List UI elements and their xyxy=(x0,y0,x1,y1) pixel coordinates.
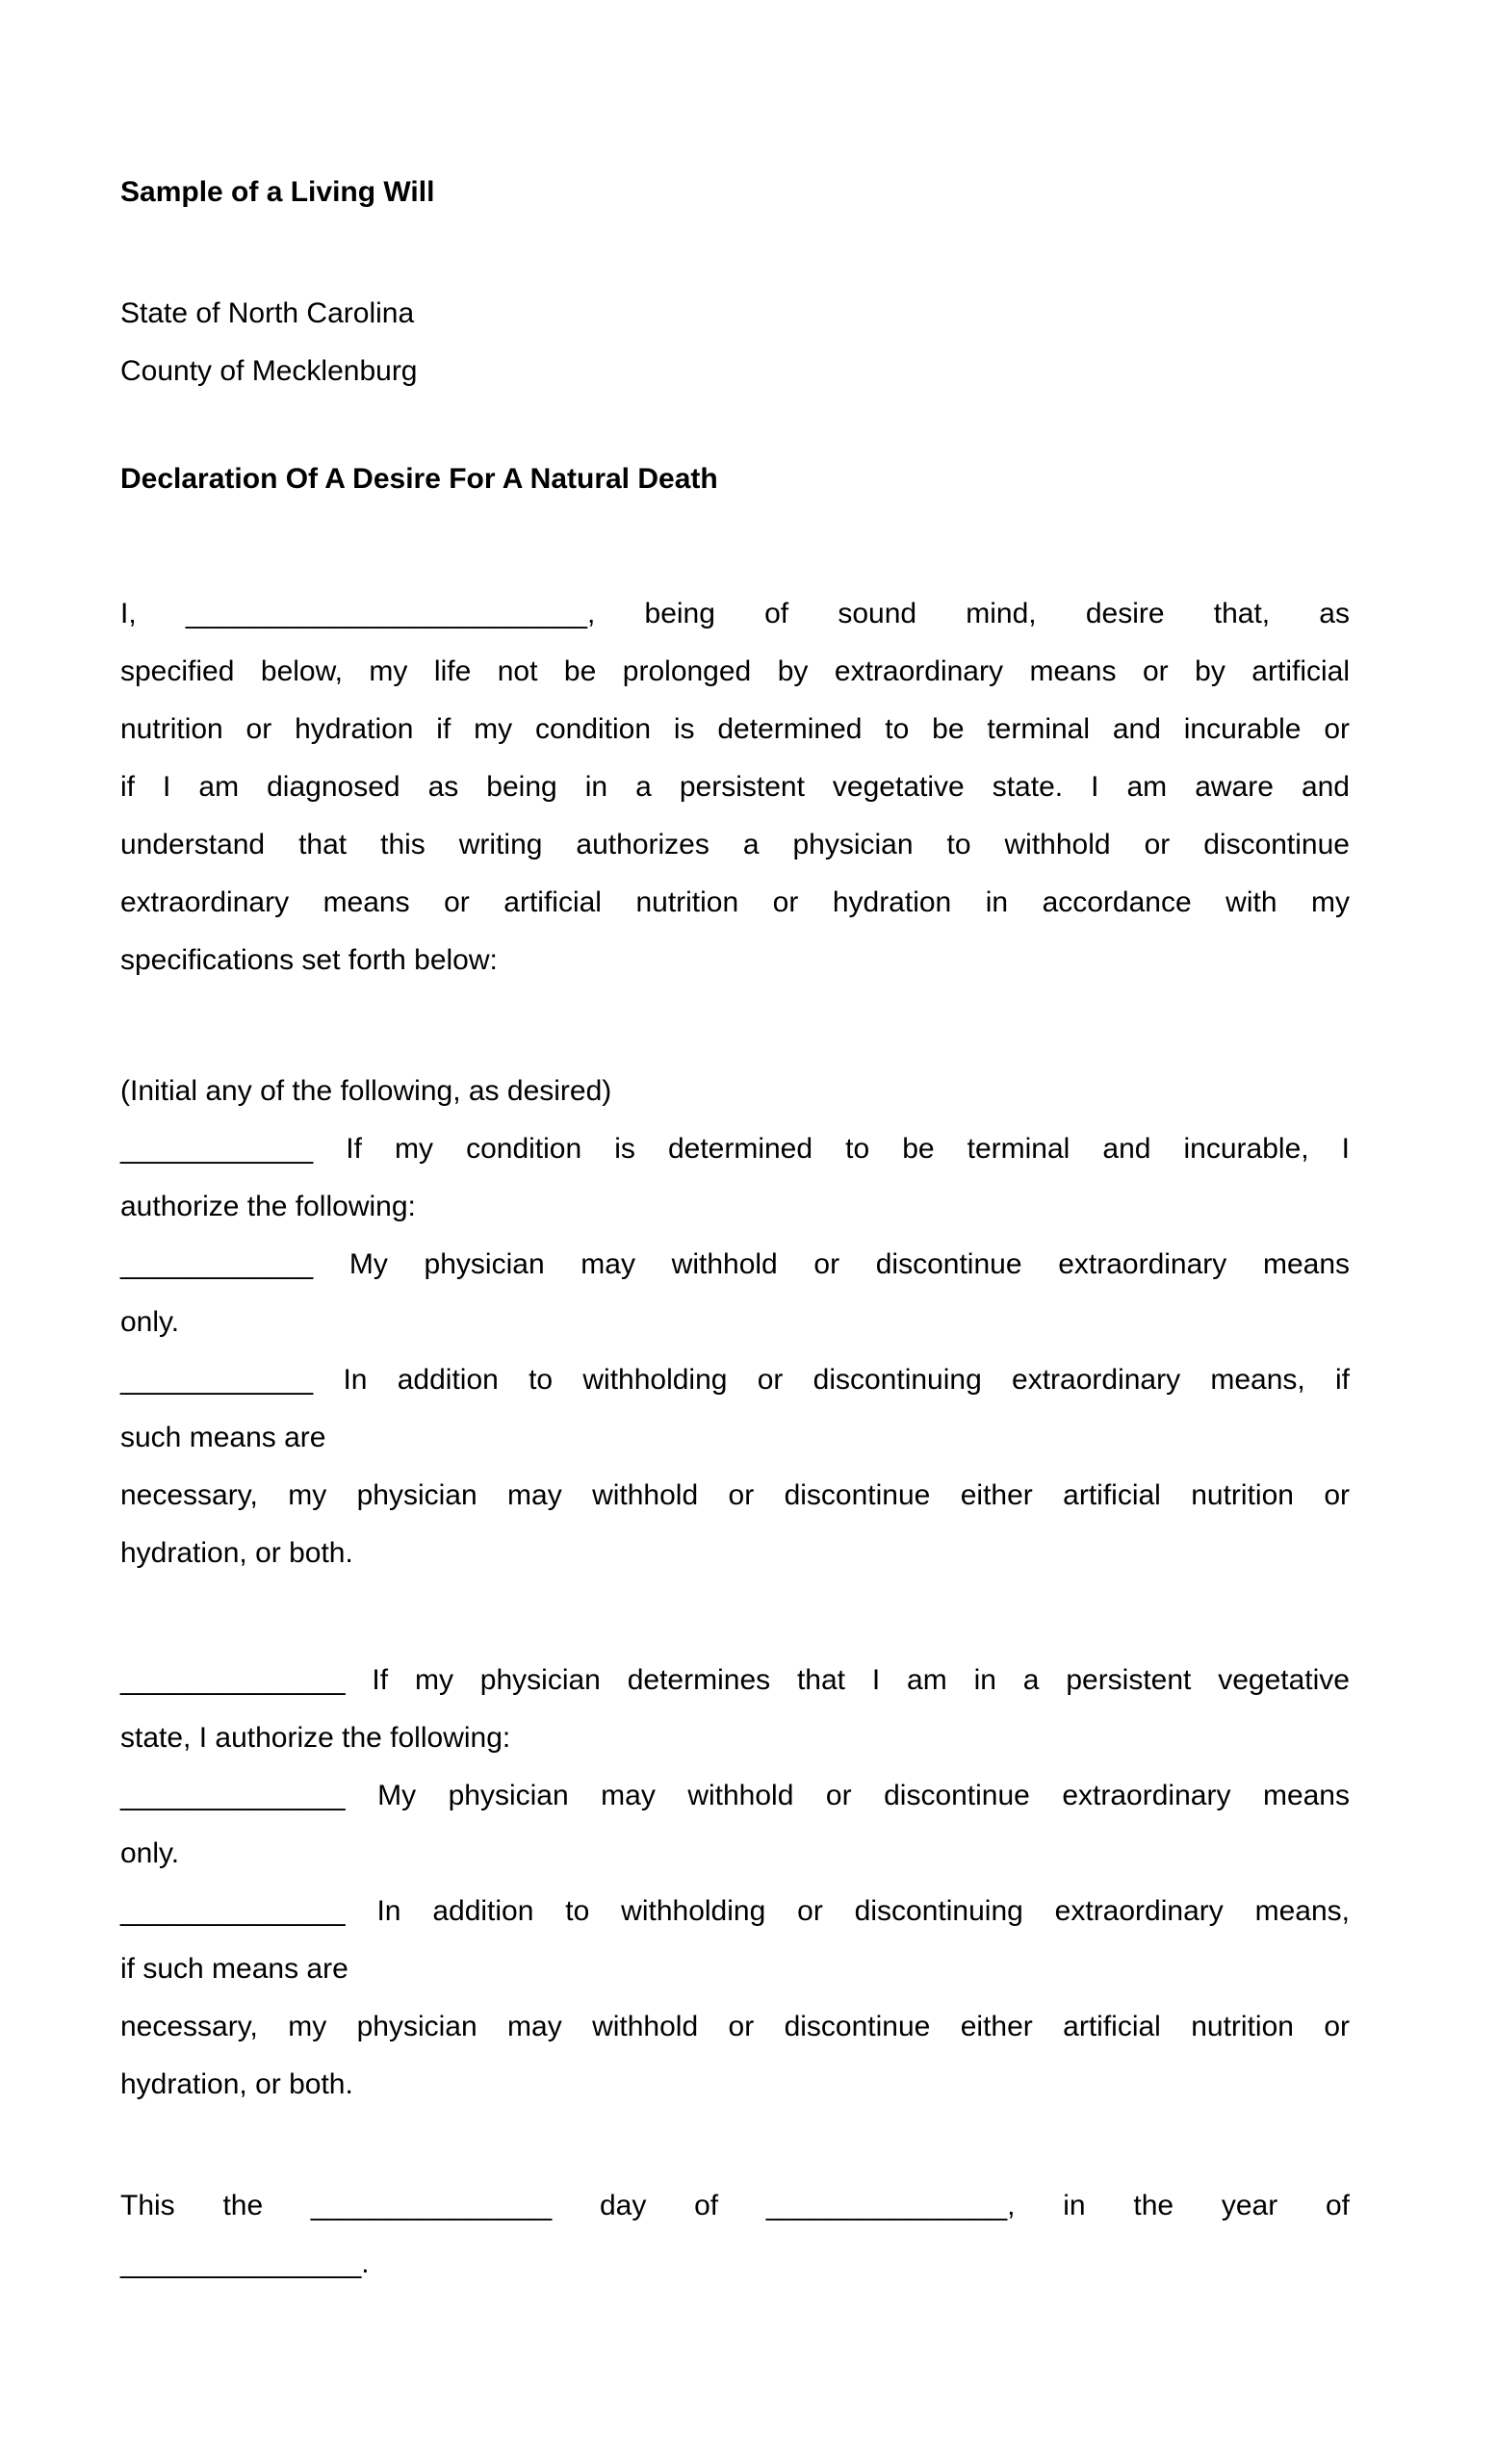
document-line: state, I authorize the following: xyxy=(120,1722,511,1754)
declaration-heading-block xyxy=(120,450,1350,508)
document-line: ______________ My physician may withhold or discontinue extraordinary means xyxy=(120,1780,1350,1811)
document-line: extraordinary means or artificial nutrition or hydration in accordance with my xyxy=(120,886,1350,918)
document-line: understand that this writing authorizes a physician to withhold or discontinue xyxy=(120,829,1350,860)
document-line: if such means are xyxy=(120,1953,348,1985)
terminal-condition-section xyxy=(120,1063,1350,1582)
county-line: County of Mecklenburg xyxy=(120,355,418,387)
date-block xyxy=(120,2177,1350,2293)
intro-paragraph xyxy=(120,585,1350,989)
document-line: hydration, or both. xyxy=(120,2068,353,2100)
title-block xyxy=(120,164,1350,221)
document-line: authorize the following: xyxy=(120,1191,416,1222)
document-line: necessary, my physician may withhold or discontinue either artificial nutrition or xyxy=(120,2011,1350,2042)
document-line: ____________ My physician may withhold or discontinue extraordinary means xyxy=(120,1248,1350,1280)
document-line: only. xyxy=(120,1837,180,1869)
date-line: _______________. xyxy=(120,2247,370,2279)
document-line: only. xyxy=(120,1306,180,1338)
document-title: Sample of a Living Will xyxy=(120,176,435,208)
date-line: This the _______________ day of _______________, in the year of xyxy=(120,2190,1350,2221)
document-line: ____________ If my condition is determined to be terminal and incurable, I xyxy=(120,1133,1350,1165)
document-line: if I am diagnosed as being in a persistent vegetative state. I am aware and xyxy=(120,771,1350,803)
document-line: I, _________________________, being of sound mind, desire that, as xyxy=(120,598,1350,629)
document-line: ______________ In addition to withholding or discontinuing extraordinary means, xyxy=(120,1895,1350,1927)
document-line: ______________ If my physician determines that I am in a persistent vegetative xyxy=(120,1664,1350,1696)
document-line: hydration, or both. xyxy=(120,1537,353,1569)
state-line: State of North Carolina xyxy=(120,297,415,329)
vegetative-state-section xyxy=(120,1652,1350,2114)
declaration-heading: Declaration Of A Desire For A Natural Death xyxy=(120,463,718,495)
document-line: ____________ In addition to withholding or discontinuing extraordinary means, if xyxy=(120,1364,1350,1396)
document-line: specified below, my life not be prolonged by extraordinary means or by artificial xyxy=(120,655,1350,687)
initial-instruction: (Initial any of the following, as desired) xyxy=(120,1075,612,1107)
document-line: nutrition or hydration if my condition is determined to be terminal and incurable or xyxy=(120,713,1350,745)
location-block xyxy=(120,285,1350,400)
document-line: such means are xyxy=(120,1422,326,1453)
document-line: specifications set forth below: xyxy=(120,944,498,976)
document-line: necessary, my physician may withhold or discontinue either artificial nutrition or xyxy=(120,1479,1350,1511)
